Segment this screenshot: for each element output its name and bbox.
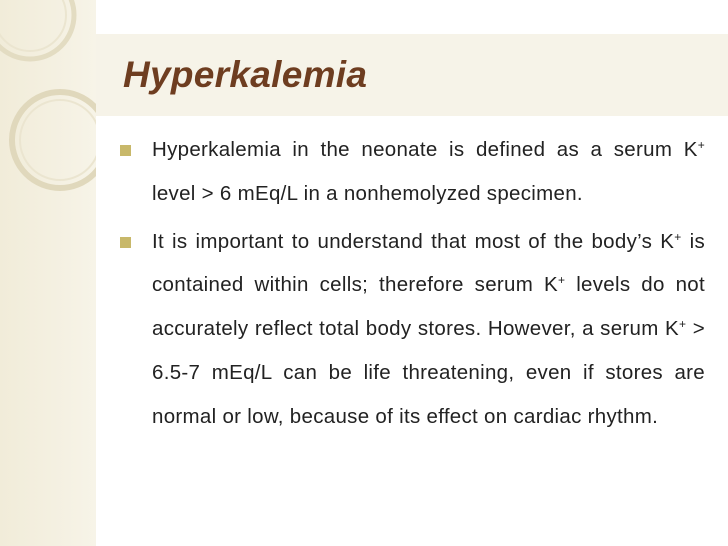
slide-content (120, 128, 705, 439)
decorative-circles (0, 0, 96, 546)
bullet-square-icon (120, 145, 131, 156)
bullet-text: It is important to understand that most of the body’s K (152, 229, 675, 253)
bullet-item (120, 220, 705, 439)
bullet-text: is contained within cells; therefore serum K (152, 229, 705, 297)
decorative-sidebar (0, 0, 96, 546)
slide-title: Hyperkalemia (123, 54, 368, 95)
superscript: + (697, 138, 705, 152)
title-bar (96, 34, 728, 116)
bullet-square-icon (120, 237, 131, 248)
bullet-text: > 6.5-7 mEq/L can be life threatening, even if stores are normal or low, because of its effect on cardiac rhythm. (152, 317, 705, 428)
superscript: + (679, 317, 687, 332)
bullet-text: level > 6 mEq/L in a nonhemolyzed specimen. (152, 181, 583, 205)
bullet-text: Hyperkalemia in the neonate is defined as a serum K (152, 138, 698, 161)
bullet-text: levels do not accurately reflect total body stores. However, a serum K (152, 273, 705, 341)
bullet-item (120, 128, 705, 216)
superscript: + (674, 229, 682, 244)
superscript: + (557, 273, 566, 288)
